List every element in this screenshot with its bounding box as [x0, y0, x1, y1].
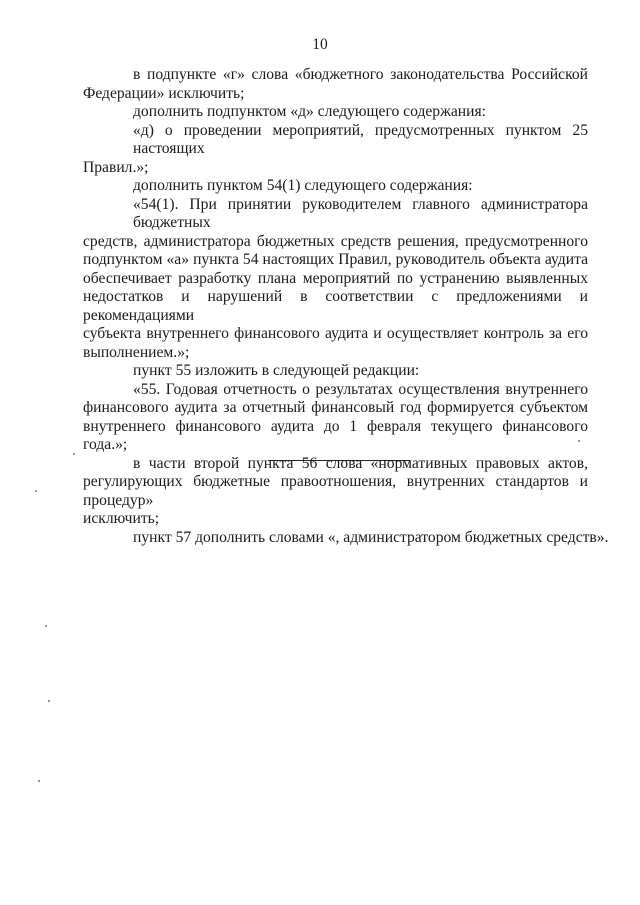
scan-speck: [45, 625, 47, 627]
text-line: внутреннего финансового аудита до 1 февраля текущего финансового года.»;: [83, 417, 588, 453]
text-line: недостатков и нарушений в соответствии с предложениями и рекомендациями: [83, 288, 588, 324]
scan-speck: [73, 453, 75, 455]
text-line: субъекта внутреннего финансового аудита и осуществляет контроль за его: [83, 325, 588, 342]
page-number: 10: [312, 36, 328, 53]
scan-speck: [35, 490, 37, 492]
text-line: пункт 57 дополнить словами «, администратором бюджетных средств».: [133, 528, 609, 546]
text-line: «54(1). При принятии руководителем главного администратора бюджетных: [133, 195, 588, 231]
text-line: пункт 55 изложить в следующей редакции:: [133, 362, 420, 379]
text-line: Федерации» исключить;: [83, 84, 245, 102]
scan-speck: [578, 440, 580, 442]
text-line: в части второй пункта 56 слова «нормативных правовых актов,: [133, 454, 588, 472]
text-line: «55. Годовая отчетность о результатах осуществления внутреннего: [133, 380, 588, 398]
text-line: Правил.»;: [83, 158, 149, 176]
text-line: обеспечивает разработку плана мероприятий по устранению выявленных: [83, 269, 588, 287]
text-line: выполнением.»;: [83, 343, 190, 361]
document-body: [83, 66, 609, 547]
text-line: дополнить пунктом 54(1) следующего содержания:: [133, 177, 473, 194]
text-line: в подпункте «г» слова «бюджетного законодательства Российской: [133, 66, 588, 83]
text-line: дополнить подпунктом «д» следующего содержания:: [133, 103, 486, 120]
text-line: средств, администратора бюджетных средств решения, предусмотренного: [83, 232, 588, 250]
scan-speck: [38, 780, 40, 782]
text-line: финансового аудита за отчетный финансовый год формируется субъектом: [83, 399, 588, 416]
text-line: «д) о проведении мероприятий, предусмотренных пунктом 25 настоящих: [133, 121, 588, 157]
text-line: регулирующих бюджетные правоотношения, внутренних стандартов и процедур»: [83, 473, 588, 509]
text-line: исключить;: [83, 510, 160, 527]
text-line: подпунктом «а» пункта 54 настоящих Правил, руководитель объекта аудита: [83, 251, 588, 268]
end-divider: [268, 460, 410, 461]
scan-speck: [48, 700, 50, 702]
